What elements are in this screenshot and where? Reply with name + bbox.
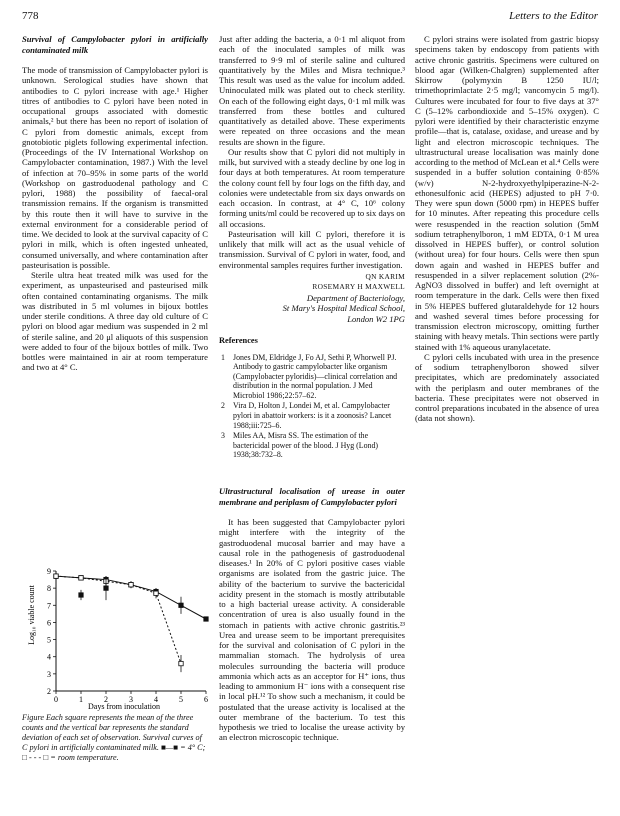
letter2-paragraph: C pylori strains were isolated from gastric biopsy specimens taken by endoscopy from patients with active chronic gastritis. Specimens were cultured on blood agar (Wilken-Chalgren) supplemented after Skirrow (polymyxin B 1250 IU/l; trimethoprimlactate 2·5 mg/l; vancomycin 5 mg/l). Cultures were incubated for four to five days at 37° C (5–12% carbondioxide and 5–15% oxygen). C pylori were identified by their characteristic enzyme profile—that is, catalase, oxidase, and urease and by light and electron microscopic techniques. The ultrastructural urease localisation was mainly done according to the method of McLean et al.⁴ Cells were suspended in a buffer solution containing 0·85% (w/v) N-2-hydroxyethylpiperazine-N-2-ethonesulfonic acid (HEPES) adjusted to pH 7·0. They were spun down (5000 rpm) in HEPES buffer for 10 minutes. After repeating this procedure cells were resuspended in the reaction solution (5mM sodium tetraphenylboron, 1 mM EDTA, 0·1 M urea dissolved in HEPES buffer), or control solution (without urea) for four hours. Cells were then spun down again and washed in HEPES buffer and resuspended in a silver replacement solution (2%-AgNO3 dissolved in buffer) and left overnight at room temperature in the dark. Cells were then fixed in 5% HEPES buffered glutaraldehyde for 12 hours and washed several times before processing for transmission electron microscopy, omitting further staining with heavy metals. Thin sections were partly stained with 1% aqueous uranylacetate.: [415, 34, 599, 352]
data-point: [104, 586, 108, 590]
chart-axes: [47, 567, 208, 704]
author-name: ROSEMARY H MAXWELL: [312, 282, 405, 292]
data-point: [179, 661, 183, 665]
reference-item: 1 Jones DM, Eldridge J, Fo AJ, Sethi P, Whorwell PJ. Antibody to gastric campylobacter like organism (Campylobacter pyloridis)—clinical correlation and distribution in the normal population. J Med Microbiol 1986;22:57–62.: [221, 352, 398, 400]
affiliation-line: Department of Bacteriology,: [306, 292, 405, 303]
letter2-paragraph: It has been suggested that Campylobacter pylori might interfere with the integrity of the gastroduodenal mucosal barrier and may have a causal role in the pathogenesis of gastroduodenal diseases.¹ In 20% of C pylori positive cases viable organisms are isolated from the gastric juice. The ability of the bacterium to survive the bactericidal acidity present in the stomach is mostly attributable to a high bacterial urease activity. A considerable concentration of urea is also usually found in the stomach in patients with active chronic gastritis.²³ Urea and urease seem to be important prerequisites for the survival and colonisation of C pylori in the mammalian stomach. The hydrolysis of urea molecules surrounding the bacteria will produce ammonia which acts as an acceptor for H⁺ ions, thus leading to ammonium H⁻ ions with a consequent rise in local pH.¹² To show such a mechanism, it could be postulated that the urease activity is localised at the outer membrane of the bacterium. To test this hypothesis we tried to localise the urease activity by an electron microscopic technique.: [219, 517, 405, 743]
column-2: [219, 34, 405, 743]
data-point: [204, 617, 208, 621]
letter1-paragraph: Just after adding the bacteria, a 0·1 ml aliquot from each of the inoculated samples of milk was transferred to 9·9 ml of sterile saline and cultured quantitatively by the Miles and Misra technique.³ This result was used as the value for incolum added. Uninoculated milk was plated out to check sterility. On each of the following eight days, 0·1 ml milk was transferred from these bottles and cultured quantitatively as detailed above. These experiments were repeated on three occasions and the mean results are shown in the figure.: [219, 34, 405, 147]
data-point: [79, 593, 83, 597]
y-tick-label: 5: [47, 635, 51, 645]
column-1: [22, 34, 208, 373]
letter2-paragraph: C pylori cells incubated with urea in the presence of sodium tetraphenylboron showed silver precipitates, which are predominately associated with the periplasm and outer membranes of the bacteria. These precipitates were not observed in control preparations incubated in the absence of urea (data not shown).: [415, 351, 599, 424]
series-line: [56, 576, 181, 663]
x-tick-label: 0: [54, 695, 58, 704]
reference-item: 2 Vira D, Holton J, Londei M, et al. Campylobacter pylori in abattoir workers: is it a zoonosis? Lancet 1988;iii:725–6.: [221, 401, 392, 430]
signature-block: [219, 272, 405, 325]
x-tick-label: 1: [79, 695, 83, 704]
y-tick-label: 4: [47, 652, 51, 662]
figure-caption: Figure Each square represents the mean of the three counts and the vertical bar represents the standard deviation of each set of observation. Survival curves of C pylori in artificially contaminated milk. ■—■ = 4° C; □ - - - □ = room temperature.: [22, 713, 206, 762]
column-3: [415, 34, 599, 424]
chart-marks: [54, 574, 208, 672]
x-tick-label: 6: [204, 695, 208, 704]
data-point: [79, 576, 83, 580]
letter1-title: Survival of Campylobacter pylori in artificially contaminated milk: [22, 34, 208, 55]
y-axis-label: Log₁₀ viable count: [27, 585, 36, 645]
letter1-paragraph: Pasteurisation will kill C pylori, therefore it is unlikely that milk will act as the usual vehicle of transmission. Survival of C pylori in water, food, and environmental samples requires further investigation.: [219, 228, 405, 270]
x-tick-label: 5: [179, 695, 183, 704]
page-number: 778: [22, 10, 39, 22]
data-point: [179, 603, 183, 607]
survival-chart: [22, 563, 212, 713]
journal-section-title: Letters to the Editor: [509, 10, 598, 22]
y-tick-label: 9: [47, 567, 51, 576]
affiliation-line: St Mary's Hospital Medical School,: [282, 303, 405, 314]
letter1-paragraph: Sterile ultra heat treated milk was used for the experiment, as unpasteurised and pasteurised milk often contained contaminating organisms. The milk was distributed in 5 ml volumes in bijoux bottles under sterile conditions. A three day old culture of C pylori on blood agar medium was suspended in 2 ml of sterile saline, and 20 μl aliquots of this suspension were added to four of the bijoux bottles of milk. Two bottles were maintained in air at room temperature and two at 4° C.: [22, 270, 208, 373]
y-tick-label: 2: [47, 687, 51, 696]
author-name: QN KARIM: [365, 271, 405, 281]
letter2-title: Ultrastructural localisation of urease in outer membrane and periplasm of Campylobacter pylori: [219, 486, 405, 507]
y-tick-label: 6: [47, 618, 51, 628]
references-list: [219, 353, 405, 461]
data-point: [54, 574, 58, 578]
y-tick-label: 3: [47, 669, 51, 679]
reference-item: 3 Miles AA, Misra SS. The estimation of the bactericidal power of the blood. J Hyg (Lond) 1938;38:732–8.: [221, 431, 379, 460]
x-axis-label: Days from inoculation: [88, 702, 160, 711]
x-tick-label: 3: [129, 695, 133, 704]
references-heading: References: [219, 336, 258, 346]
x-tick-label: 4: [154, 695, 158, 704]
affiliation-line: London W2 1PG: [347, 313, 405, 324]
x-tick-label: 2: [104, 695, 108, 704]
page-header: [22, 10, 598, 24]
y-tick-label: 7: [47, 601, 51, 611]
letter1-paragraph: Our results show that C pylori did not multiply in milk, but survived with a steady decline by one log in four days at both temperatures. At room temperature the colony count fell by four logs on the fifth day, and colonies were undetectable from six days onwards on each occasion. In contrast, at 4° C, 10⁶ colony forming units/ml could be recovered up to six days on all occasions.: [219, 146, 405, 229]
letter1-paragraph: The mode of transmission of Campylobacter pylori is unknown. Serological studies have shown that antibodies to C pylori increase with age.¹ Higher titres of antibodies to C pylori have been noted in occupational groups associated with domestic animals,² but there has been no report of isolation of C pylori from domestic animals, except from gnotobiotic piglets following experimental infection. (Proceedings of the IV International Workshop on Campylobacter contamination, 1987.) With the level of infection at 70–95% in some parts of the world (Workshop on gastroduodenal pathology and C pylori, 1988) the possibility of faecal-oral transmission remains. If the organism is transmitted by this route then it will have to survive in the external environment for a considerable period of time. We decided to look at the survival capacity of C pylori in milk, which is often ingested unheated, consumed universally, and where contamination after pasteurisation is possible.: [22, 65, 208, 270]
y-tick-label: 8: [47, 584, 51, 594]
data-point: [129, 583, 133, 587]
data-point: [154, 591, 158, 595]
